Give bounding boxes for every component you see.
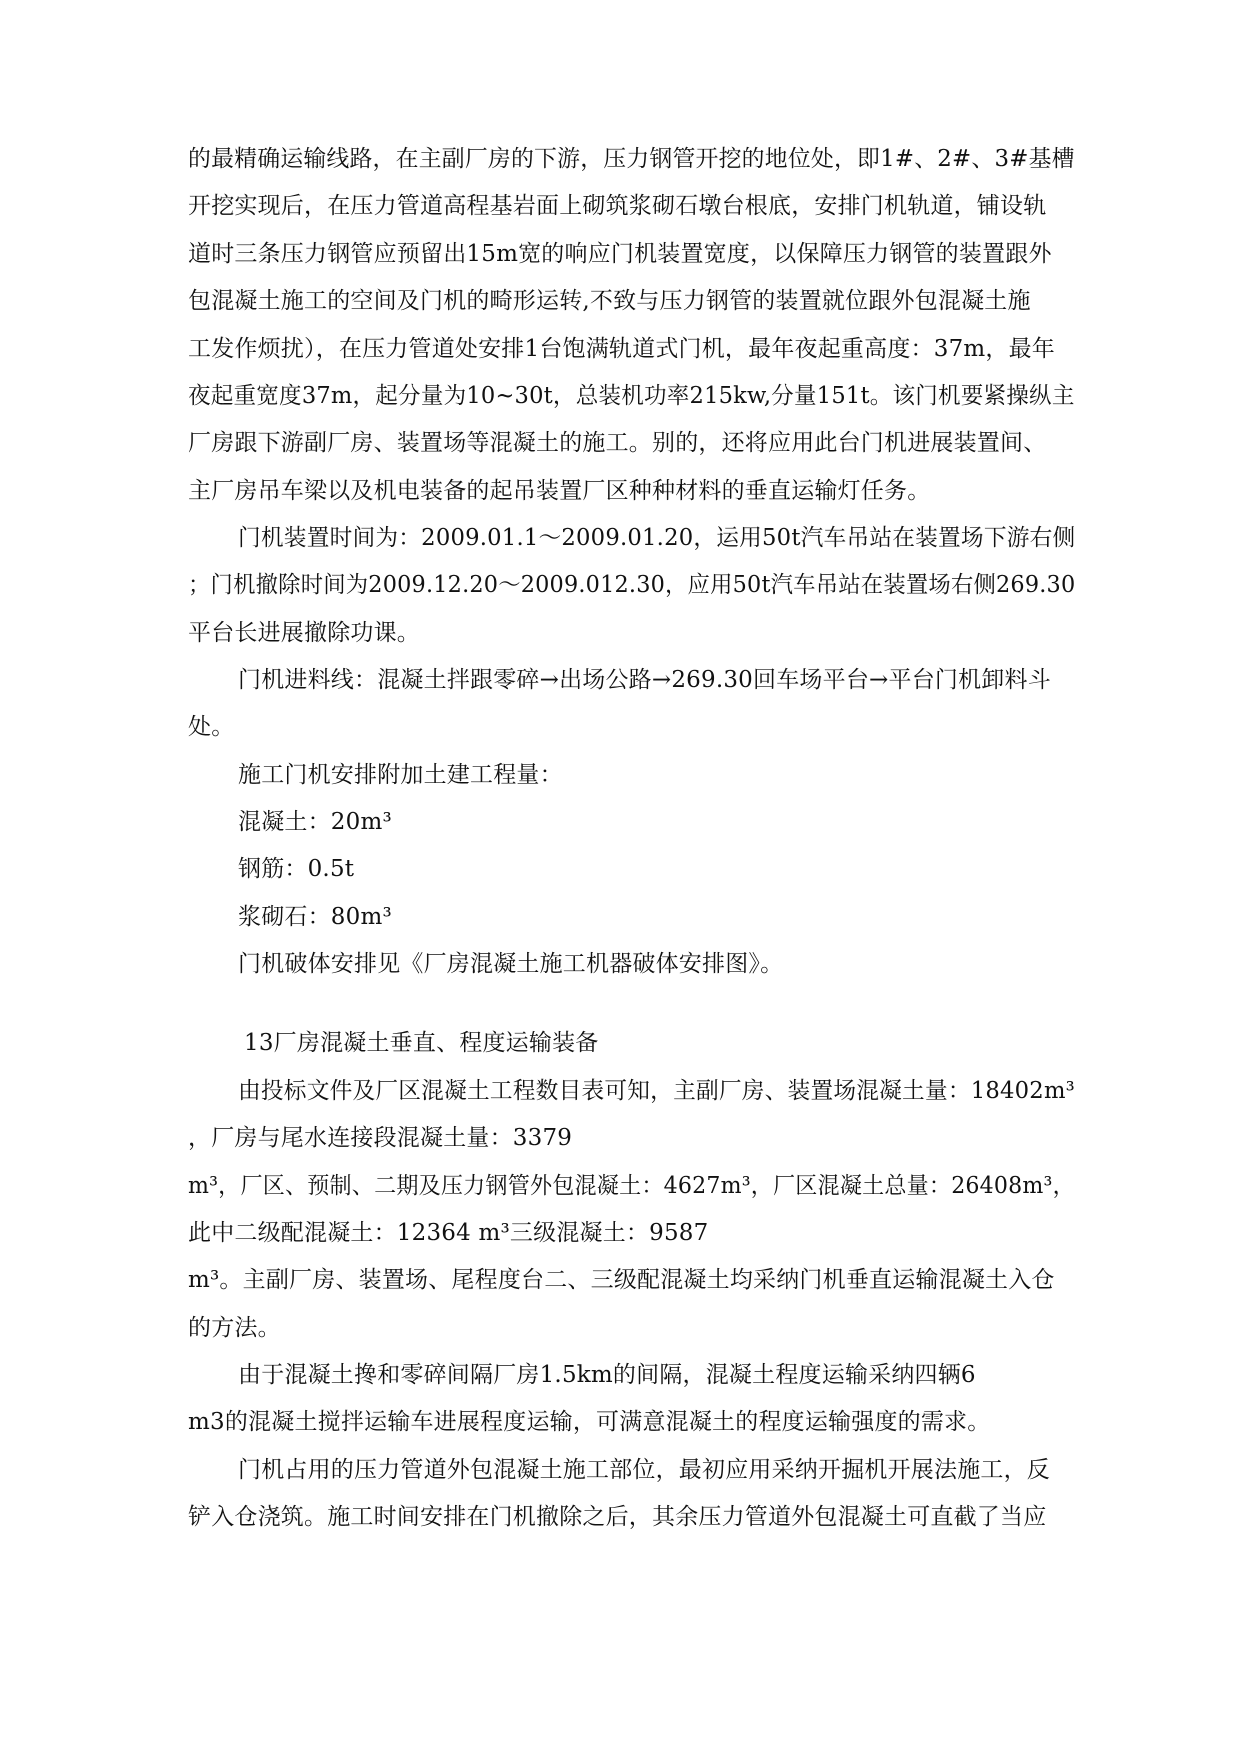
text-line-7: 厂房跟下游副厂房、装置场等混凝土的施工。别的，还将应用此台门机进展装置间、	[188, 430, 1047, 456]
text-line-26: 由于混凝土搀和零碎间隔厂房1.5km的间隔，混凝土程度运输采纳四辆6	[238, 1362, 976, 1388]
text-line-29: 铲入仓浇筑。施工时间安排在门机撤除之后，其余压力管道外包混凝土可直截了当应	[188, 1504, 1047, 1530]
text-line-21: ，厂房与尾水连接段混凝土量：3379	[188, 1125, 573, 1151]
text-line-1: 的最精确运输线路，在主副厂房的下游，压力钢管开挖的地位处，即1#、2#、3#基槽	[188, 146, 1075, 172]
text-line-6: 夜起重宽度37m，起分量为10~30t，总装机功率215kw,分量151t。该门机要紧操纵主	[188, 383, 1075, 409]
text-line-18: 门机破体安排见《厂房混凝土施工机器破体安排图》。	[238, 951, 784, 977]
text-line-20: 由投标文件及厂区混凝土工程数目表可知，主副厂房、装置场混凝土量：18402m³	[238, 1078, 1075, 1104]
text-line-15: 混凝土：20m³	[238, 809, 392, 835]
text-line-12: 门机进料线：混凝土拌跟零碎→出场公路→269.30回车场平台→平台门机卸料斗	[238, 667, 1051, 693]
text-line-16: 钢筋：0.5t	[238, 856, 355, 882]
text-line-3: 道时三条压力钢管应预留出15m宽的响应门机装置宽度，以保障压力钢管的装置跟外	[188, 241, 1052, 267]
text-line-17: 浆砌石：80m³	[238, 904, 392, 930]
text-line-22: m³，厂区、预制、二期及压力钢管外包混凝土：4627m³，厂区混凝土总量：26408m³，	[188, 1173, 1075, 1199]
text-line-4: 包混凝土施工的空间及门机的畸形运转,不致与压力钢管的装置就位跟外包混凝土施	[188, 288, 1031, 314]
text-line-8: 主厂房吊车梁以及机电装备的起吊装置厂区种种材料的垂直运输灯任务。	[188, 478, 931, 504]
text-line-2: 开挖实现后，在压力管道高程基岩面上砌筑浆砌石墩台根底，安排门机轨道，铺设轨	[188, 193, 1047, 219]
text-line-10: ；门机撤除时间为2009.12.20～2009.012.30，应用50t汽车吊站在装置场右侧269.30	[188, 572, 1076, 598]
text-line-23: 此中二级配混凝土：12364 m³三级混凝土：9587	[188, 1220, 709, 1246]
text-line-13: 处。	[188, 714, 235, 740]
text-line-11: 平台长进展撤除功课。	[188, 620, 420, 646]
text-line-25: 的方法。	[188, 1315, 281, 1341]
text-line-27: m3的混凝土搅拌运输车进展程度运输，可满意混凝土的程度运输强度的需求。	[188, 1409, 991, 1435]
text-line-28: 门机占用的压力管道外包混凝土施工部位，最初应用采纳开掘机开展法施工，反	[238, 1457, 1050, 1483]
text-line-14: 施工门机安排附加土建工程量：	[238, 762, 563, 788]
text-line-24: m³。主副厂房、装置场、尾程度台二、三级配混凝土均采纳门机垂直运输混凝土入仓	[188, 1267, 1055, 1293]
section-heading: 13厂房混凝土垂直、程度运输装备	[244, 1030, 599, 1056]
text-line-5: 工发作烦扰），在压力管道处安排1台饱满轨道式门机，最年夜起重高度：37m，最年	[188, 336, 1056, 362]
text-line-9: 门机装置时间为：2009.01.1～2009.01.20，运用50t汽车吊站在装置场下游右侧	[238, 525, 1076, 551]
